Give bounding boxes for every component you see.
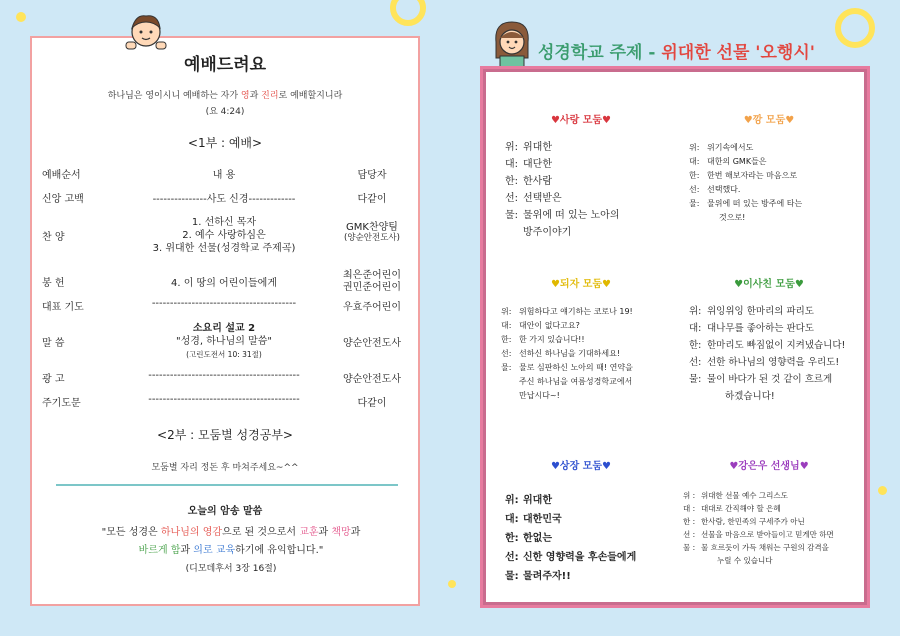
acrostic-text: 한사람, 한민족의 구세주가 아닌 — [701, 517, 805, 526]
row-order: 봉 헌 — [42, 278, 65, 289]
row-order: 말 씀 — [42, 338, 65, 349]
decor-dot — [16, 12, 26, 22]
acrostic-text: 위대한 — [523, 142, 552, 153]
row-content-line: 2. 예수 사랑하심은 — [182, 230, 266, 241]
divider — [56, 484, 398, 486]
header-leader: 담당자 — [357, 170, 387, 181]
girl-avatar-icon — [490, 18, 534, 70]
acrostic-text: 대한민국 — [523, 514, 562, 525]
row-content — [124, 322, 324, 361]
group-acrostic — [683, 489, 834, 567]
theme-title-highlight: 위대한 선물 '오행시' — [661, 43, 815, 63]
theme-title — [538, 38, 815, 63]
acrostic-key: 물: — [689, 374, 702, 385]
acrostic-text: 방주이야기 — [523, 227, 572, 238]
group-heading: ♥이사친 모둠♥ — [734, 279, 804, 290]
verse-text: 과 — [249, 91, 262, 101]
acrostic-text: 대한의 GMK들은 — [707, 157, 767, 166]
row-leader: 양순안전도사 — [343, 374, 401, 385]
acrostic-text: 한번 해보자라는 마음으로 — [707, 171, 798, 180]
boy-avatar-icon — [120, 10, 172, 50]
memory-verse-title: 오늘의 암송 말씀 — [187, 506, 263, 517]
acrostic-key: 한: — [501, 335, 512, 344]
acrostic-key: 대: — [505, 159, 519, 170]
acrostic-text: 한마리도 빠짐없이 지켜냈습니다! — [707, 340, 846, 351]
acrostic-key: 대 : — [683, 504, 696, 513]
memory-text: 으로 된 것으로서 — [222, 527, 300, 538]
acrostic-text: 만납시다~! — [519, 391, 560, 400]
acrostic-text: 위기속에서도 — [707, 143, 754, 152]
acrostic-text: 위대한 — [523, 495, 552, 506]
acrostic-key: 선: — [689, 185, 700, 194]
acrostic-text: 선물을 마음으로 받아들이고 믿게만 하면 — [701, 530, 834, 539]
group-heading: ♥상장 모둠♥ — [550, 461, 612, 472]
group-heading: ♥강은우 선생님♥ — [729, 461, 809, 472]
group-acrostic — [505, 139, 619, 241]
row-content: ---------------사도 신경------------- — [152, 194, 296, 205]
acrostic-key: 한: — [505, 533, 519, 544]
verse-text: 하나님은 영이시니 예배하는 자가 — [107, 91, 241, 101]
acrostic-text: 대나무를 좋아하는 판다도 — [707, 323, 814, 334]
row-leader-line: 최은준어린이 — [343, 270, 401, 281]
group-heading: ♥되자 모둠♥ — [550, 279, 612, 290]
acrostic-key: 선 : — [683, 530, 696, 539]
header-order: 예배순서 — [42, 170, 81, 181]
acrostic-text: 주신 하나님을 여름성경학교에서 — [519, 377, 633, 386]
acrostic-key: 물 : — [683, 543, 696, 552]
acrostic-text: 위험하다고 얘기하는 코로나 19! — [519, 307, 633, 316]
acrostic-key: 위: — [505, 495, 519, 506]
acrostic-text: 물위에 떠 있는 노아의 — [523, 210, 620, 221]
acrostic-key: 물: — [505, 210, 519, 221]
row-leader: 우효주어린이 — [343, 302, 401, 313]
row-order: 찬 양 — [42, 232, 65, 243]
acrostic-key: 대: — [689, 157, 700, 166]
acrostic-text: 하겠습니다! — [725, 391, 775, 402]
decor-dot — [878, 486, 887, 495]
group-heading: ♥사랑 모둠♥ — [550, 115, 612, 126]
memory-highlight: 하나님의 영감 — [160, 527, 223, 538]
group-acrostic — [689, 303, 845, 405]
acrostic-text: 선하신 하나님을 기대하세요! — [519, 349, 621, 358]
acrostic-key: 위: — [689, 143, 700, 152]
row-content-line: 3. 위대한 선물(성경학교 주제곡) — [152, 243, 296, 254]
acrostic-key: 선: — [505, 193, 519, 204]
acrostic-text: 누릴 수 있습니다 — [717, 556, 773, 565]
part2-heading: <2부 : 모둠별 성경공부> — [157, 428, 293, 442]
memory-text: "모든 성경은 — [101, 527, 161, 538]
memory-verse-line — [66, 524, 396, 542]
page-title: 예배드려요 — [183, 55, 267, 75]
acrostic-text: 한 가지 있습니다!! — [519, 335, 585, 344]
acrostic-text: 물로 심판하신 노아의 때! 연약을 — [519, 363, 633, 372]
group-heading: ♥깡 모둠♥ — [743, 115, 795, 126]
acrostic-key: 물: — [505, 571, 519, 582]
worship-order-card — [30, 36, 420, 606]
memory-verse-reference: (디모데후서 3장 16절) — [185, 564, 277, 574]
row-content-line: "성경, 하나님의 말씀" — [175, 336, 272, 347]
acrostic-text: 신한 영향력을 후손들에게 — [523, 552, 637, 563]
acrostic-text: 물이 바다가 된 것 같이 흐르게 — [707, 374, 833, 385]
acrostic-text: 대안이 없다고요? — [519, 321, 580, 330]
acrostic-text: 선택했다. — [707, 185, 741, 194]
decor-dot — [448, 580, 456, 588]
memory-highlight: 바르게 함 — [138, 545, 181, 556]
acrostic-key: 물: — [689, 199, 700, 208]
row-order: 주기도문 — [42, 398, 81, 409]
acrostic-text: 물 흐르듯이 가득 채워는 구원의 감격을 — [701, 543, 829, 552]
acrostic-text: 물위에 떠 있는 방주에 타는 — [707, 199, 803, 208]
row-leader-line: GMK찬양팀 — [346, 222, 398, 233]
memory-text: 과 — [180, 545, 194, 556]
row-order: 대표 기도 — [42, 302, 84, 313]
theme-title-prefix: 성경학교 주제 - — [538, 43, 662, 63]
verse-reference: (요 4:24) — [205, 107, 245, 117]
row-content: ------------------------------------------ — [148, 394, 300, 405]
memory-highlight: 책망 — [331, 527, 351, 538]
row-content: 4. 이 땅의 어린이들에게 — [170, 278, 278, 289]
row-order: 신앙 고백 — [42, 194, 84, 205]
row-content: ------------------------------------------ — [148, 370, 300, 381]
acrostic-text: 물려주자!! — [523, 571, 571, 582]
acrostic-card — [480, 66, 870, 608]
group-acrostic — [505, 491, 636, 586]
acrostic-text: 한없는 — [523, 533, 552, 544]
acrostic-text: 위대한 선물 예수 그리스도 — [701, 491, 788, 500]
acrostic-text: 위잉위잉 한마리의 파리도 — [707, 306, 814, 317]
verse-highlight: 영 — [240, 91, 250, 101]
memory-text: 하기에 유익합니다." — [235, 545, 324, 556]
row-leader-line: 권민준어린이 — [343, 282, 401, 293]
part1-heading: <1부 : 예배> — [187, 136, 263, 150]
group-acrostic — [689, 141, 802, 225]
acrostic-text: 한사람 — [523, 176, 552, 187]
acrostic-key: 대: — [501, 321, 512, 330]
acrostic-key: 물: — [501, 363, 512, 372]
acrostic-text: 선한 하나님의 영향력을 우리도! — [707, 357, 840, 368]
header-content: 내 용 — [212, 170, 236, 181]
acrostic-key: 한: — [689, 340, 702, 351]
part2-note: 모둠별 자리 정돈 후 마쳐주세요~^^ — [151, 463, 299, 473]
acrostic-text: 것으로! — [719, 213, 746, 222]
acrostic-key: 한 : — [683, 517, 696, 526]
acrostic-key: 한: — [689, 171, 700, 180]
decor-ring-top — [390, 0, 426, 26]
row-leader: 다같이 — [357, 194, 387, 205]
verse-text: 로 예배할지니라 — [278, 91, 343, 101]
acrostic-key: 대: — [689, 323, 702, 334]
row-content — [124, 216, 324, 255]
acrostic-key: 위: — [505, 142, 519, 153]
verse — [32, 88, 418, 101]
row-content-line: (고린도전서 10: 31절) — [186, 350, 262, 359]
row-leader — [330, 270, 414, 294]
row-leader: 다같이 — [357, 398, 387, 409]
row-content: ---------------------------------------- — [151, 298, 297, 309]
acrostic-text: 대대로 간직해야 할 은혜 — [701, 504, 781, 513]
row-content-line: 소요리 설교 2 — [192, 323, 256, 334]
acrostic-key: 대: — [505, 514, 519, 525]
memory-text: 과 — [350, 527, 361, 538]
memory-highlight: 의로 교육 — [193, 545, 236, 556]
acrostic-key: 선: — [689, 357, 702, 368]
memory-verse-line — [66, 542, 396, 560]
acrostic-text: 대단한 — [523, 159, 552, 170]
memory-text: 과 — [318, 527, 332, 538]
acrostic-key: 위 : — [683, 491, 696, 500]
row-content-line: 1. 선하신 목자 — [191, 217, 257, 228]
acrostic-key: 선: — [505, 552, 519, 563]
acrostic-key: 한: — [505, 176, 519, 187]
row-leader — [330, 222, 414, 244]
memory-highlight: 교훈 — [299, 527, 319, 538]
group-acrostic — [501, 305, 633, 403]
row-leader-line: (양순안전도사) — [344, 233, 400, 243]
row-leader: 양순안전도사 — [343, 338, 401, 349]
acrostic-key: 위: — [501, 307, 512, 316]
acrostic-text: 선택받은 — [523, 193, 562, 204]
decor-ring-right — [835, 8, 875, 48]
memory-verse — [66, 524, 396, 578]
row-order: 광 고 — [42, 374, 65, 385]
verse-highlight: 진리 — [261, 91, 279, 101]
acrostic-key: 선: — [501, 349, 512, 358]
acrostic-key: 위: — [689, 306, 702, 317]
